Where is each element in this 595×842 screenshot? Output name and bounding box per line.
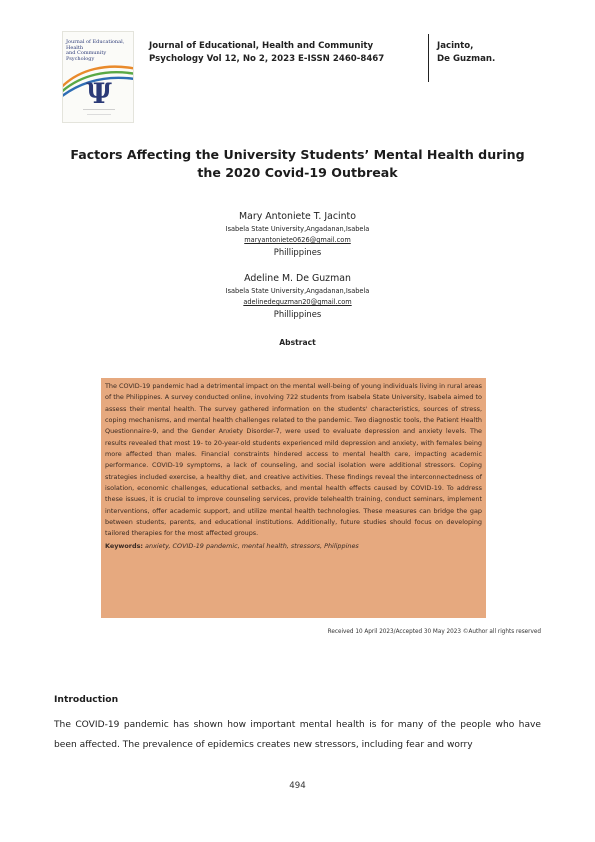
header-divider bbox=[428, 34, 429, 82]
journal-citation-line-1: Journal of Educational, Health and Community bbox=[149, 41, 374, 51]
paper-title-line-1: Factors Affecting the University Students’ Mental Health during bbox=[70, 147, 525, 162]
abstract-box bbox=[101, 378, 486, 618]
author-name: Adeline M. De Guzman bbox=[244, 273, 351, 284]
svg-text:Ψ: Ψ bbox=[86, 77, 112, 106]
running-author-1: Jacinto, bbox=[437, 41, 474, 51]
keywords-label: Keywords: bbox=[105, 541, 143, 550]
abstract-heading: Abstract bbox=[279, 338, 316, 347]
abstract-text: The COVID-19 pandemic had a detrimental impact on the mental well-being of young individuals living in rural areas of the Philippines. A survey conducted online, involving 722 students from Isabela State University, Isabela aimed to assess their mental health. The survey gathered information on the students' characteristics, sources of stress, coping mechanisms, and mental health challenges related to the pandemic. Two diagnostic tools, the Patient Health Questionnaire-9, and the Gender Anxiety Disorder-7, were used to evaluate depression and anxiety levels. The results revealed that most 19- to 20-year-old students experienced mild depression and anxiety, with females being more affected than males. Financial constraints hindered access to mental health care, impacting academic performance. COVID-19 symptoms, a lack of counseling, and social isolation were additional stressors. Coping strategies included exercise, a healthy diet, and creative activities. These findings reveal the interconnectedness of isolation, economic challenges, educational setbacks, and mental health effects caused by COVID-19. To address these issues, it is crucial to improve counseling services, provide telehealth training, conduct seminars, implement interventions, offer academic support, and utilize mental health technologies. These measures can bridge the gap between students, parents, and educational institutions. Additionally, future studies should focus on developing tailored therapies for the most affected groups. bbox=[105, 382, 482, 538]
cover-title bbox=[66, 40, 132, 62]
introduction-paragraph: The COVID-19 pandemic has shown how important mental health is for many of the people who have been affected. The prevalence of epidemics creates new stressors, including fear and worry bbox=[54, 720, 541, 750]
journal-citation-line-2: Psychology Vol 12, No 2, 2023 E-ISSN 2460-8467 bbox=[149, 54, 385, 64]
author-affiliation: Isabela State University,Angadanan,Isabela bbox=[225, 225, 370, 233]
author-name: Mary Antoniete T. Jacinto bbox=[239, 211, 356, 222]
author-country: Phillippines bbox=[273, 309, 322, 319]
author-email-link[interactable]: maryantoniete0626@gmail.com bbox=[244, 236, 351, 244]
cover-title-line-2: and Community Psychology bbox=[66, 50, 107, 62]
journal-cover-image bbox=[62, 31, 134, 123]
running-authors-header bbox=[437, 40, 557, 66]
author-affiliation: Isabela State University,Angadanan,Isabela bbox=[225, 287, 370, 295]
page-number: 494 bbox=[289, 781, 306, 791]
keywords-list: anxiety, COVID-19 pandemic, mental health, stressors, Philippines bbox=[145, 541, 359, 550]
author-block-1 bbox=[100, 210, 495, 259]
introduction-heading: Introduction bbox=[54, 694, 119, 705]
cover-title-line-1: Journal of Educational, Health bbox=[66, 39, 125, 51]
paper-title-line-2: the 2020 Covid-19 Outbreak bbox=[197, 165, 398, 180]
author-country: Phillippines bbox=[273, 247, 322, 257]
cover-footer-rule bbox=[83, 109, 115, 110]
paper-title bbox=[40, 146, 555, 182]
running-author-2: De Guzman. bbox=[437, 54, 496, 64]
keywords bbox=[105, 541, 482, 552]
received-accepted-note: Received 10 April 2023/Accepted 30 May 2023 ©Author all rights reserved bbox=[327, 629, 541, 635]
cover-footer-rule-2 bbox=[87, 114, 111, 115]
author-email-link[interactable]: adelinedeguzman20@gmail.com bbox=[243, 298, 352, 306]
psi-logo-icon bbox=[63, 62, 134, 106]
journal-citation-header bbox=[149, 40, 429, 66]
author-block-2 bbox=[100, 272, 495, 321]
